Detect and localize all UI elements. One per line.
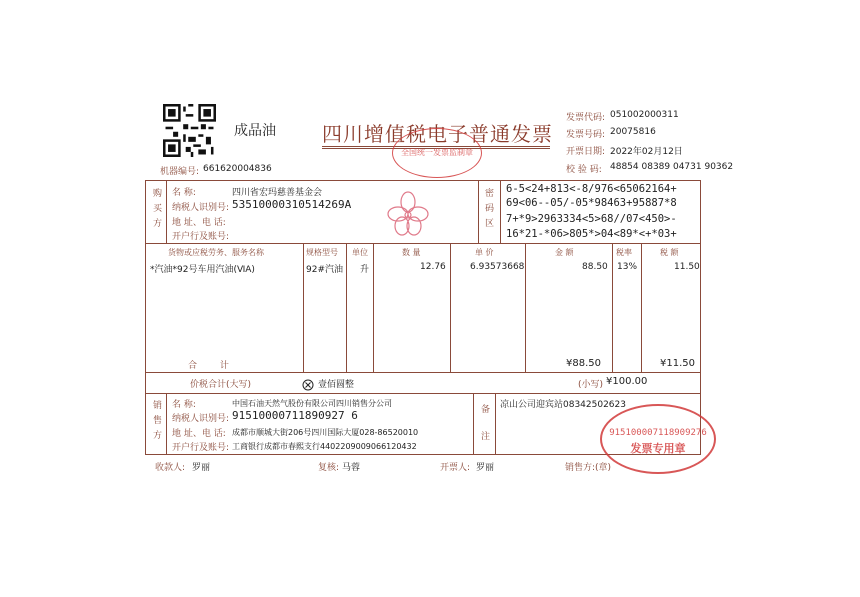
- col-divider: [525, 243, 526, 372]
- flower-watermark: [386, 188, 430, 238]
- item-tax: 11.50: [674, 262, 700, 272]
- password-line: 6-5<24+813<-8/976<65062164+: [506, 183, 677, 195]
- buyer-bank-label: 开户行及账号:: [172, 232, 230, 242]
- col-header-price: 单 价: [475, 248, 494, 257]
- col-divider: [641, 243, 642, 372]
- row-divider: [145, 393, 701, 394]
- item-spec: 92#汽油: [306, 265, 343, 275]
- issuer-label: 开票人:: [440, 463, 471, 473]
- item-price: 6.93573668: [470, 262, 525, 272]
- invoice-title: 四川增值税电子普通发票: [322, 122, 553, 146]
- col-header-rate: 税率: [616, 248, 632, 257]
- col-divider: [303, 243, 304, 372]
- supervision-stamp-text: 全国统一发票监制章: [401, 148, 473, 157]
- col-divider: [495, 393, 496, 455]
- buyer-section-label: 购买方: [151, 188, 161, 233]
- seller-addr-label: 地 址、电 话:: [172, 429, 226, 439]
- col-header-tax: 税 额: [660, 248, 679, 257]
- invoice-code-label: 发票代码:: [566, 113, 606, 123]
- grand-total-upper: 壹佰圆整: [318, 380, 355, 390]
- col-divider: [473, 393, 474, 455]
- buyer-tax-label: 纳税人识别号:: [172, 203, 230, 213]
- col-header-name: 货物或应税劳务、服务名称: [168, 248, 264, 257]
- item-amount: 88.50: [582, 262, 608, 272]
- seller-name-label: 名 称:: [172, 400, 196, 410]
- col-divider: [450, 243, 451, 372]
- col-divider: [373, 243, 374, 372]
- reviewer-label: 复核:: [318, 463, 340, 473]
- product-type: 成品油: [234, 123, 276, 139]
- remarks-label: 备注: [479, 404, 489, 458]
- circle-x-icon: [302, 376, 314, 388]
- seller-section-label: 销售方: [151, 400, 161, 445]
- item-rate: 13%: [617, 262, 638, 272]
- invoice-no-label: 发票号码:: [566, 130, 606, 140]
- col-header-amount: 金 额: [555, 248, 574, 257]
- grand-total-label: 价税合计(大写): [190, 380, 252, 390]
- total-label: 合 计: [188, 361, 239, 371]
- check-code-label: 校 验 码:: [566, 165, 602, 175]
- row-divider: [145, 372, 701, 373]
- seller-tax-label: 纳税人识别号:: [172, 414, 230, 424]
- seller-stamp-text: 发票专用章: [630, 442, 686, 455]
- buyer-name-label: 名 称:: [172, 188, 196, 198]
- item-unit: 升: [360, 265, 370, 275]
- remarks-text: 凉山公司迎宾站08342502623: [500, 400, 626, 410]
- seller-invoice-stamp: [600, 404, 716, 474]
- col-header-spec: 规格型号: [306, 248, 338, 257]
- date-label: 开票日期:: [566, 147, 606, 157]
- col-divider: [612, 243, 613, 372]
- machine-no-label: 机器编号:: [160, 167, 200, 177]
- check-code: 48854 08389 04731 90362: [610, 162, 734, 172]
- total-tax: ¥11.50: [660, 358, 695, 369]
- seller-name: 中国石油天然气股份有限公司四川销售分公司: [232, 399, 392, 408]
- col-header-qty: 数 量: [402, 248, 421, 257]
- payee-label: 收款人:: [155, 463, 186, 473]
- password-line: 7+*9>2963334<5>68//07<450>-: [506, 213, 677, 225]
- item-name: *汽油*92号车用汽油(ⅥA): [150, 265, 255, 275]
- password-line: 16*21-*06>805*>04<89*<+*03+: [506, 228, 677, 240]
- buyer-addr-label: 地 址、电 话:: [172, 218, 226, 228]
- supervision-stamp: [392, 128, 482, 178]
- row-divider: [145, 243, 701, 244]
- invoice-code: 051002000311: [610, 110, 679, 120]
- seller-addr: 成都市顺城大街206号四川国际大厦028-86520010: [232, 428, 419, 437]
- grand-total-lower: ¥100.00: [606, 376, 648, 387]
- col-divider: [478, 180, 479, 243]
- col-divider: [346, 243, 347, 372]
- buyer-tax-id: 53510000310514269A: [232, 198, 352, 211]
- col-divider: [166, 180, 167, 243]
- item-qty: 12.76: [420, 262, 446, 272]
- grand-total-lower-label: (小写): [578, 380, 604, 390]
- reviewer: 马蓉: [342, 463, 361, 473]
- seller-tax-id: 91510000711890927 6: [232, 409, 358, 422]
- col-divider: [500, 180, 501, 243]
- seller-stamp-tax-id: 915100007118909276: [609, 428, 707, 438]
- buyer-name: 四川省宏玛慈善基金会: [232, 188, 323, 198]
- invoice-no: 20075816: [610, 127, 656, 137]
- payee: 罗丽: [192, 463, 211, 473]
- seller-seal-label: 销售方:(章): [565, 463, 612, 473]
- password-line: 69<06--05/-05*98463+95887*8: [506, 197, 677, 209]
- qr-code: [163, 104, 216, 157]
- issuer: 罗丽: [476, 463, 495, 473]
- password-area-label: 密码区: [483, 188, 493, 233]
- seller-bank-label: 开户行及账号:: [172, 443, 230, 453]
- col-header-unit: 单位: [352, 248, 368, 257]
- seller-bank: 工商银行成都市春熙支行4402209009066120432: [232, 442, 417, 451]
- invoice-date: 2022年02月12日: [610, 147, 683, 157]
- total-amount: ¥88.50: [566, 358, 601, 369]
- col-divider: [166, 393, 167, 455]
- machine-no: 661620004836: [203, 164, 272, 174]
